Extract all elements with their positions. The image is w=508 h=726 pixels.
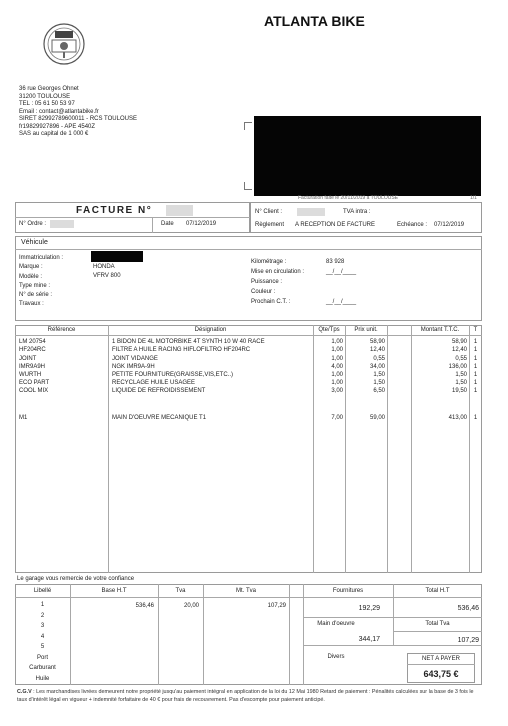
divider	[15, 249, 482, 250]
order-number-redacted	[50, 220, 74, 228]
client-number-redacted	[297, 208, 325, 216]
cgv-label: C.G.V	[17, 689, 32, 695]
totals-header-tva: Tva	[175, 588, 186, 594]
cell-t: 1	[473, 347, 478, 353]
address-line: 36 rue Georges Ohnet	[19, 86, 79, 92]
cell-qte: 4,00	[331, 364, 343, 370]
corner-mark	[244, 182, 252, 190]
cell-ref: ECO PART	[19, 380, 50, 386]
col-divider	[387, 325, 388, 573]
col-divider	[158, 584, 159, 685]
vehicle-left-labels	[19, 255, 63, 311]
col-divider	[203, 584, 204, 685]
vehicle-field-value: 83 928	[326, 259, 345, 265]
cell-montant: 1,50	[455, 372, 467, 378]
total-tva-value: 107,29	[457, 637, 479, 644]
company-address	[19, 86, 137, 139]
base-ht-value: 536,46	[135, 603, 154, 609]
col-divider	[289, 584, 290, 685]
vehicle-field-value: VFRV 800	[93, 273, 121, 280]
col-header-reference: Référence	[47, 327, 76, 333]
vehicle-section-title: Véhicule	[21, 239, 48, 246]
libelle-item: Huile	[35, 675, 50, 682]
address-line: fr19829927896 - APE 4540Z	[19, 123, 96, 130]
cell-montant: 12,40	[451, 347, 467, 353]
cell-ref: IMR9A9H	[19, 364, 46, 370]
cell-prix: 58,90	[369, 339, 385, 345]
vehicle-field-value: __/__/____	[326, 299, 357, 305]
order-label: N° Ordre :	[19, 221, 47, 227]
cell-montant: 58,90	[451, 339, 467, 345]
vehicle-field-label: Type mine :	[19, 282, 51, 289]
cell-designation: PETITE FOURNITURE(GRAISSE,VIS,ETC..)	[112, 372, 234, 378]
cell-t: 1	[473, 388, 478, 394]
cell-qte: 1,00	[331, 380, 343, 386]
cell-prix: 12,40	[369, 347, 385, 353]
cell-designation: 1 BIDON DE 4L MOTORBIKE 4T SYNTH 10 W 40 RACE	[112, 339, 265, 345]
cell-designation: FILTRE A HUILE RACING HIFLOFILTRO HF204RC	[112, 347, 251, 353]
cell-t: 1	[473, 356, 478, 362]
reglement-value: A RECEPTION DE FACTURE	[295, 222, 376, 228]
net-a-payer-value: 643,75 €	[423, 669, 459, 679]
vehicle-field-label: Puissance :	[251, 279, 283, 285]
totals-header-mt-tva: Mt. Tva	[236, 588, 256, 594]
divider	[15, 597, 303, 598]
echeance-label: Echéance :	[397, 222, 428, 228]
net-a-payer-label: NET A PAYER	[421, 656, 460, 662]
vehicle-field-label: Kilométrage :	[251, 259, 287, 265]
cell-montant: 0,55	[455, 356, 467, 362]
cell-t: 1	[473, 372, 478, 378]
cgv-text	[17, 689, 482, 704]
cell-ref: COOL MIX	[19, 388, 49, 394]
cell-ref: LM 20754	[19, 339, 46, 345]
address-line: SIRET 82992789600011 - RCS TOULOUSE	[19, 116, 137, 122]
cell-prix: 59,00	[369, 415, 385, 421]
cell-prix: 6,50	[373, 388, 385, 394]
main-oeuvre-label: Main d'oeuvre	[317, 621, 355, 627]
redacted-client-address	[254, 116, 481, 196]
cell-ref: M1	[19, 415, 28, 421]
libelle-item: Port	[36, 654, 48, 661]
col-divider	[303, 584, 304, 685]
vehicle-field-label: N° de série :	[19, 292, 53, 299]
fournitures-label: Fournitures	[332, 588, 364, 594]
cell-t: 1	[473, 339, 478, 345]
redacted-plate	[91, 251, 143, 262]
total-tva-label: Total Tva	[425, 621, 450, 627]
vehicle-right-labels	[251, 259, 304, 309]
cell-montant: 136,00	[448, 364, 467, 370]
col-header-prix: Prix unit.	[354, 327, 378, 333]
totals-libelles	[15, 602, 70, 686]
client-label: N° Client :	[255, 209, 283, 215]
address-line: Email : contact@atlantabike.fr	[19, 108, 99, 115]
cell-designation: LIQUIDE DE REFROIDISSEMENT	[112, 388, 206, 394]
fournitures-value: 192,29	[358, 605, 380, 612]
divers-label: Divers	[327, 654, 345, 660]
vehicle-left-values	[93, 264, 121, 283]
col-header-montant: Montant T.T.C.	[420, 327, 460, 333]
cell-ref: JOINT	[19, 356, 37, 362]
cell-designation: RECYCLAGE HUILE USAGEE	[112, 380, 196, 386]
main-oeuvre-value: 344,17	[358, 636, 380, 643]
cell-prix: 1,50	[373, 372, 385, 378]
col-header-qte: Qte/Tps	[318, 327, 340, 333]
divider	[15, 217, 250, 218]
divider	[152, 217, 153, 233]
company-logo	[42, 22, 86, 66]
vehicle-field-label: Mise en circulation :	[251, 269, 305, 275]
cell-qte: 3,00	[331, 388, 343, 394]
cell-qte: 7,00	[331, 415, 343, 421]
totals-header-libelle: Libellé	[33, 588, 52, 594]
vehicle-field-label: Couleur :	[251, 289, 276, 295]
cell-t: 1	[473, 380, 478, 386]
vehicle-field-label: Marque :	[19, 264, 43, 271]
invoice-number-redacted	[166, 205, 193, 216]
cell-montant: 19,50	[451, 388, 467, 394]
reglement-label: Règlement	[255, 222, 285, 228]
tva-label: TVA intra :	[343, 209, 371, 215]
company-name: ATLANTA BIKE	[264, 13, 365, 29]
cell-montant: 413,00	[448, 415, 467, 421]
cell-designation: JOINT VIDANGE	[112, 356, 158, 362]
page-number: 1/1	[470, 195, 477, 201]
vehicle-right-values	[326, 259, 356, 309]
cell-t: 1	[473, 364, 478, 370]
cell-designation: MAIN D'OEUVRE MECANIQUE T1	[112, 415, 207, 421]
vehicle-field-value	[326, 289, 356, 299]
cell-prix: 0,55	[373, 356, 385, 362]
address-line: TEL : 05 61 50 53 97	[19, 101, 75, 107]
cell-ref: WURTH	[19, 372, 42, 378]
vehicle-field-label: Prochain C.T. :	[251, 299, 291, 305]
date-label: Date	[161, 221, 174, 227]
cell-prix: 1,50	[373, 380, 385, 386]
col-divider	[70, 584, 71, 685]
cell-prix: 34,00	[369, 364, 385, 370]
divider	[393, 631, 482, 632]
cgv-body: : Les marchandises livrées demeurent notre propriété jusqu'au paiement intégral en application de la loi du 12 Mai 1980 Retard de paiement : Pénalités calculées sur la base de 3 fois le taux d'intérêt légal en vigueur + indemnité forfaitaire de 40 € pour frais de recouvrement. Pas d'escompte pour paiement anticipé.	[17, 689, 474, 703]
cell-ref: HF204RC	[19, 347, 46, 353]
cell-qte: 1,00	[331, 347, 343, 353]
cell-qte: 1,00	[331, 339, 343, 345]
col-divider	[108, 325, 109, 573]
corner-mark	[244, 122, 252, 130]
total-ht-label: Total H.T	[425, 588, 450, 594]
mt-tva-value: 107,29	[267, 603, 286, 609]
vehicle-field-label: Immatriculation :	[19, 255, 64, 261]
divider	[303, 617, 482, 618]
libelle-item: 2	[40, 612, 45, 619]
vehicle-field-label: Modèle :	[19, 273, 43, 280]
libelle-item: 5	[40, 644, 45, 650]
col-header-t: T	[473, 327, 478, 333]
libelle-item: Carburant	[29, 665, 56, 671]
libelle-item: 4	[40, 633, 45, 640]
totals-header-base: Base H.T	[101, 588, 127, 594]
thanks-note: Le garage vous remercie de votre confiance	[17, 576, 135, 582]
cell-qte: 1,00	[331, 372, 343, 378]
vehicle-field-value	[326, 279, 356, 289]
cell-t: 1	[473, 415, 478, 421]
vehicle-field-value: HONDA	[93, 264, 115, 270]
facturation-line: Facturation faite le 20/11/2019 a TOULOUSE	[298, 195, 399, 201]
cell-qte: 1,00	[331, 356, 343, 362]
col-header-designation: Désignation	[194, 327, 227, 333]
date-value: 07/12/2019	[186, 221, 217, 227]
tva-rate-value: 20,00	[183, 603, 199, 609]
divider	[407, 664, 475, 665]
echeance-value: 07/12/2019	[434, 222, 465, 228]
address-line: SAS au capital de 1 000 €	[19, 131, 89, 137]
vehicle-field-label: Travaux :	[19, 301, 44, 308]
cell-designation: NGK IMR9A-9H	[112, 364, 155, 370]
total-ht-value: 536,46	[457, 605, 479, 612]
vehicle-field-value: __/__/____	[326, 269, 357, 275]
invoice-title: FACTURE N°	[76, 205, 153, 216]
libelle-item: 1	[40, 602, 45, 608]
address-line: 31200 TOULOUSE	[19, 93, 71, 100]
libelle-item: 3	[40, 623, 45, 629]
cell-montant: 1,50	[455, 380, 467, 386]
